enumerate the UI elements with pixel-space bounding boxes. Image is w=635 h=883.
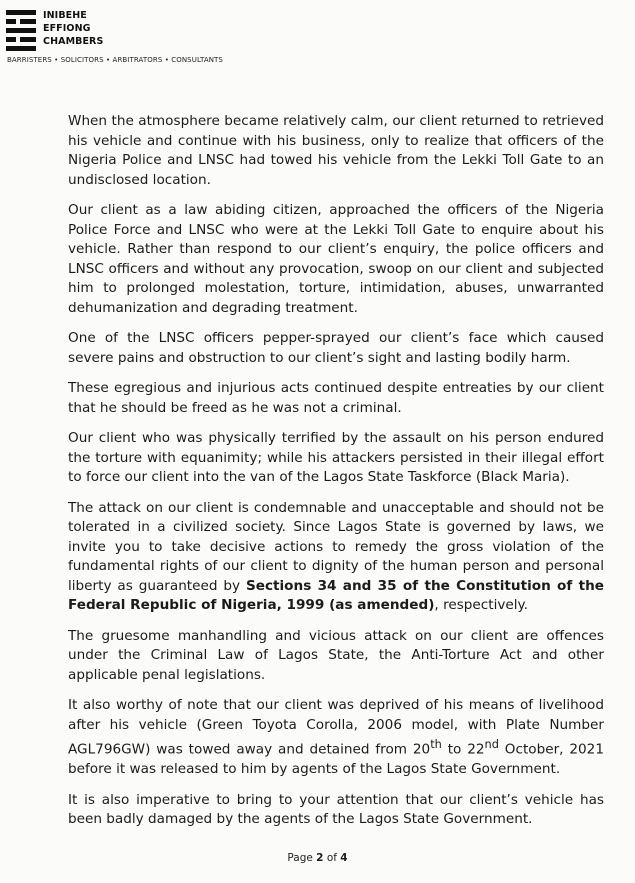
firm-name-line-2: EFFIONG xyxy=(43,23,91,34)
page-current: 2 xyxy=(316,852,324,864)
page-label: Page xyxy=(287,852,317,864)
firm-tagline: BARRISTERS • SOLICITORS • ARBITRATORS • CONSULTANTS xyxy=(7,56,223,64)
firm-name xyxy=(43,9,103,48)
paragraph-6-text-a: The attack on our client is condemnable and unacceptable and should not be tolerated in a civilized society. Since Lagos State is governed by laws, we invite you to take decisive actions to remedy the gross violation of the fundamental rights of our client to dignity of the human person and personal liberty as guaranteed by xyxy=(68,499,604,594)
firm-logo-icon xyxy=(6,10,36,50)
paragraph-5: Our client who was physically terrified by the assault on his person endured the torture with equanimity; while his attackers persisted in their illegal effort to force our client into the van of the Lagos State Taskforce (Black Maria). xyxy=(68,430,604,485)
paragraph-6 xyxy=(68,499,604,616)
paragraph-7: The gruesome manhandling and vicious attack on our client are offences under the Criminal Law of Lagos State, the Anti-Torture Act and other applicable penal legislations. xyxy=(68,627,604,683)
paragraph-4: These egregious and injurious acts continued despite entreaties by our client that he should be freed as he was not a criminal. xyxy=(68,380,604,416)
paragraph-1: When the atmosphere became relatively calm, our client returned to retrieved his vehicle and continue with his business, only to realize that officers of the Nigeria Police and LNSC had towed his vehicle from the Lekki Toll Gate to an undisclosed location. xyxy=(68,113,604,188)
page-total: 4 xyxy=(340,852,348,864)
letter-body xyxy=(68,112,604,841)
paragraph-6-text-b: , respectively. xyxy=(434,597,528,613)
paragraph-2: Our client as a law abiding citizen, approached the officers of the Nigeria Police Force and LNSC who were at the Lekki Toll Gate to enquire about his vehicle. Rather than respond to our client’s enquiry, the police officers and LNSC officers and without any provocation, swoop on our client and subjected him to prolonged molestation, torture, intimidation, abuses, unwarranted dehumanization and degrading treatment. xyxy=(68,202,604,316)
firm-name-line-1: INIBEHE xyxy=(43,10,87,21)
constitution-reference: Sections 34 and 35 of the Constitution of the Federal Republic of Nigeria, 1999 (as amended) xyxy=(68,577,604,613)
paragraph-8-text-b: October, 2021 before it was released to him by agents of the Lagos State Government. xyxy=(68,741,604,778)
date-suffix-1: th xyxy=(430,737,442,751)
page-of: of xyxy=(323,852,341,864)
paragraph-9: It is also imperative to bring to your attention that our client’s vehicle has been badly damaged by the agents of the Lagos State Government. xyxy=(68,791,604,828)
page-number xyxy=(0,852,635,864)
paragraph-8-text-mid: to 22 xyxy=(441,741,485,758)
paragraph-8 xyxy=(68,696,604,780)
paragraph-8-text-a: It also worthy of note that our client was deprived of his means of livelihood after his vehicle (Green Toyota Corolla, 2006 model, with Plate Number AGL796GW) was towed away and detained from 20 xyxy=(68,697,604,758)
paragraph-3: One of the LNSC officers pepper-sprayed our client’s face which caused severe pains and obstruction to our client’s sight and lasting bodily harm. xyxy=(68,330,604,366)
firm-name-line-3: CHAMBERS xyxy=(43,36,104,47)
date-suffix-2: nd xyxy=(484,737,499,751)
